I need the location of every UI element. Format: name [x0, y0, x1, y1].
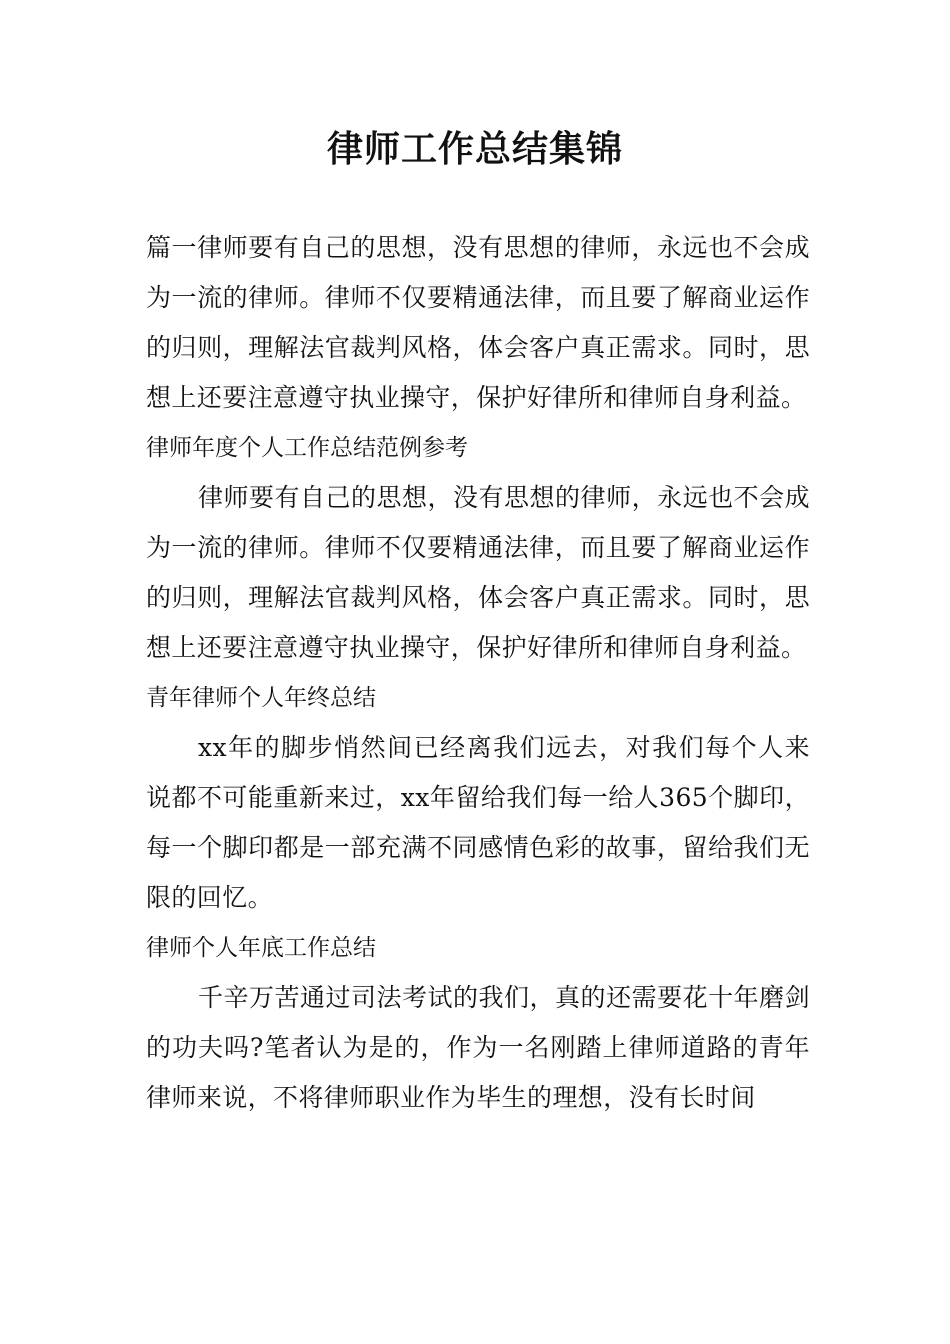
paragraph-intro: 篇一律师要有自己的思想，没有思想的律师，永远也不会成为一流的律师。律师不仅要精通法律，而且要了解商业运作的归则，理解法官裁判风格，体会客户真正需求。同时，思想上还要注意遵守执业操守，保护好律所和律师自身利益。 [146, 233, 810, 412]
paragraph-young-lawyer: xx年的脚步悄然间已经离我们远去，对我们每个人来说都不可能重新来过，xx年留给我们每一给人365个脚印，每一个脚印都是一部充满不同感情色彩的故事，留给我们无限的回忆。 [146, 733, 810, 912]
section-heading-annual: 律师年度个人工作总结范例参考 [146, 435, 468, 461]
section-heading-year-end: 律师个人年底工作总结 [146, 935, 376, 961]
document-title: 律师工作总结集锦 [326, 129, 623, 170]
paragraph-annual: 律师要有自己的思想，没有思想的律师，永远也不会成为一流的律师。律师不仅要精通法律，而且要了解商业运作的归则，理解法官裁判风格，体会客户真正需求。同时，思想上还要注意遵守执业操守，保护好律所和律师自身利益。 [146, 483, 810, 662]
document-body [146, 223, 810, 1123]
section-heading-young-lawyer: 青年律师个人年终总结 [146, 685, 376, 711]
paragraph-year-end: 千辛万苦通过司法考试的我们，真的还需要花十年磨剑的功夫吗?笔者认为是的，作为一名刚踏上律师道路的青年律师来说，不将律师职业作为毕生的理想，没有长时间 [146, 983, 810, 1112]
